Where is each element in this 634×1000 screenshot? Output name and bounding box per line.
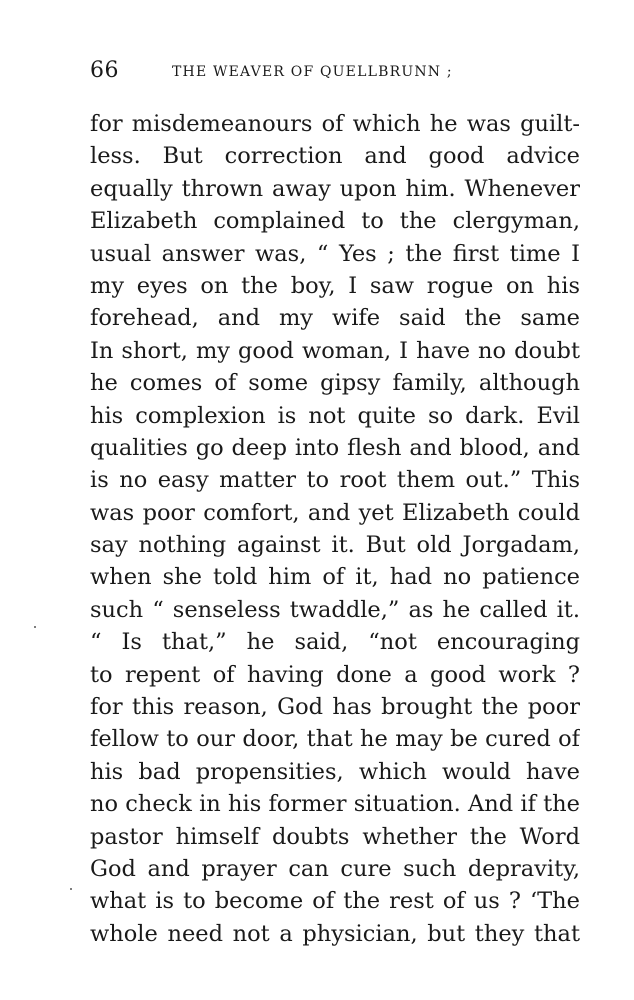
running-head: THE WEAVER OF QUELLBRUNN ; [172, 64, 453, 80]
text-line: forehead, and my wife said the same [90, 305, 580, 332]
text-line: equally thrown away upon him. Whenever [90, 175, 580, 202]
text-line: such “ senseless twaddle,” as he called it. [90, 596, 580, 623]
text-line: qualities go deep into flesh and blood, and [90, 434, 580, 461]
page-header [90, 58, 590, 88]
text-line: God and prayer can cure such depravity, [90, 855, 580, 882]
text-line: to repent of having done a good work ? [90, 661, 580, 688]
page-number: 66 [90, 58, 119, 83]
text-line: no check in his former situation. And if the [90, 791, 580, 818]
text-line: usual answer was, “ Yes ; the first time I [90, 240, 580, 267]
text-line: for this reason, God has brought the poor [90, 694, 580, 721]
text-line: he comes of some gipsy family, although [90, 370, 580, 397]
print-speck [34, 626, 36, 628]
text-line: is no easy matter to root them out.” This [90, 467, 580, 494]
text-line: “ Is that,” he said, “not encouraging [90, 629, 580, 656]
text-line: his complexion is not quite so dark. Evil [90, 402, 580, 429]
body-text [90, 108, 580, 950]
print-speck [70, 888, 72, 890]
text-line: fellow to our door, that he may be cured of [90, 726, 580, 753]
text-line: whole need not a physician, but they that [90, 920, 580, 947]
text-line: In short, my good woman, I have no doubt [90, 337, 580, 364]
text-line: what is to become of the rest of us ? ‘The [90, 888, 580, 915]
text-line: his bad propensities, which would have [90, 758, 580, 785]
text-line: when she told him of it, had no patience [90, 564, 580, 591]
text-line: less. But correction and good advice [90, 143, 580, 170]
text-line: my eyes on the boy, I saw rogue on his [90, 272, 580, 299]
text-line: Elizabeth complained to the clergyman, [90, 208, 580, 235]
text-line: was poor comfort, and yet Elizabeth could [90, 499, 580, 526]
text-line: say nothing against it. But old Jorgadam, [90, 532, 580, 559]
text-line: pastor himself doubts whether the Word [90, 823, 580, 850]
text-line: for misdemeanours of which he was guilt- [90, 111, 580, 137]
